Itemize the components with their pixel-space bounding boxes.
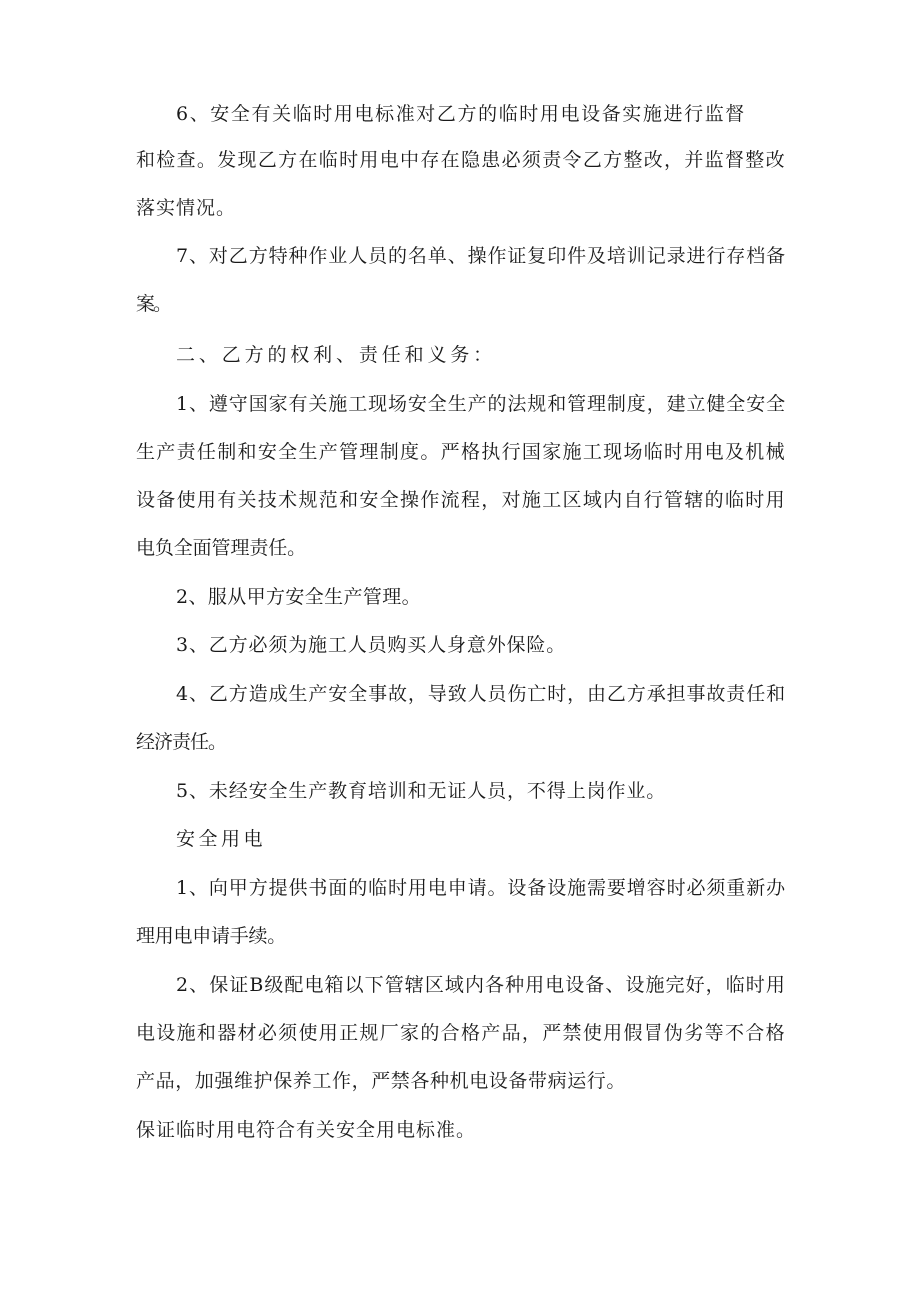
paragraph-7-line-2: 案。 <box>136 293 171 315</box>
electrical-item-1-line-1: 1、向甲方提供书面的临时用电申请。设备设施需要增容时必须重新办 <box>176 877 786 899</box>
party-b-item-4-line-1: 4、乙方造成生产安全事故，导致人员伤亡时，由乙方承担事故责任和 <box>176 683 786 705</box>
party-b-item-3: 3、乙方必须为施工人员购买人身意外保险。 <box>176 634 567 656</box>
section-heading-electrical-safety: 安全用电 <box>176 828 267 850</box>
party-b-item-5: 5、未经安全生产教育培训和无证人员，不得上岗作业。 <box>176 780 667 802</box>
electrical-item-2-line-1: 2、保证B级配电箱以下管辖区域内各种用电设备、设施完好，临时用 <box>176 974 786 996</box>
paragraph-7-line-1: 7、对乙方特种作业人员的名单、操作证复印件及培训记录进行存档备 <box>176 245 786 267</box>
electrical-item-2-line-2: 电设施和器材必须使用正规厂家的合格产品，严禁使用假冒伪劣等不合格 <box>136 1022 786 1044</box>
party-b-item-1-line-3: 设备使用有关技术规范和安全操作流程，对施工区域内自行管辖的临时用 <box>136 489 786 511</box>
electrical-item-2-line-3: 产品，加强维护保养工作，严禁各种机电设备带病运行。 <box>136 1070 627 1092</box>
paragraph-6-line-2: 和检查。发现乙方在临时用电中存在隐患必须责令乙方整改，并监督整改 <box>136 149 786 171</box>
party-b-item-4-line-2: 经济责任。 <box>136 731 227 753</box>
paragraph-6-line-1: 6、安全有关临时用电标准对乙方的临时用电设备实施进行监督 <box>176 103 746 125</box>
party-b-item-1-line-2: 生产责任制和安全生产管理制度。严格执行国家施工现场临时用电及机械 <box>136 441 786 463</box>
paragraph-6-line-3: 落实情况。 <box>136 197 237 219</box>
party-b-item-2: 2、服从甲方安全生产管理。 <box>176 586 422 608</box>
closing-statement: 保证临时用电符合有关安全用电标准。 <box>136 1119 477 1141</box>
party-b-item-1-line-4: 电负全面管理责任。 <box>136 537 307 559</box>
electrical-item-1-line-2: 理用电申请手续。 <box>136 925 287 947</box>
party-b-item-1-line-1: 1、遵守国家有关施工现场安全生产的法规和管理制度，建立健全安全 <box>176 393 786 415</box>
section-heading-party-b: 二、乙方的权利、责任和义务： <box>176 344 497 366</box>
